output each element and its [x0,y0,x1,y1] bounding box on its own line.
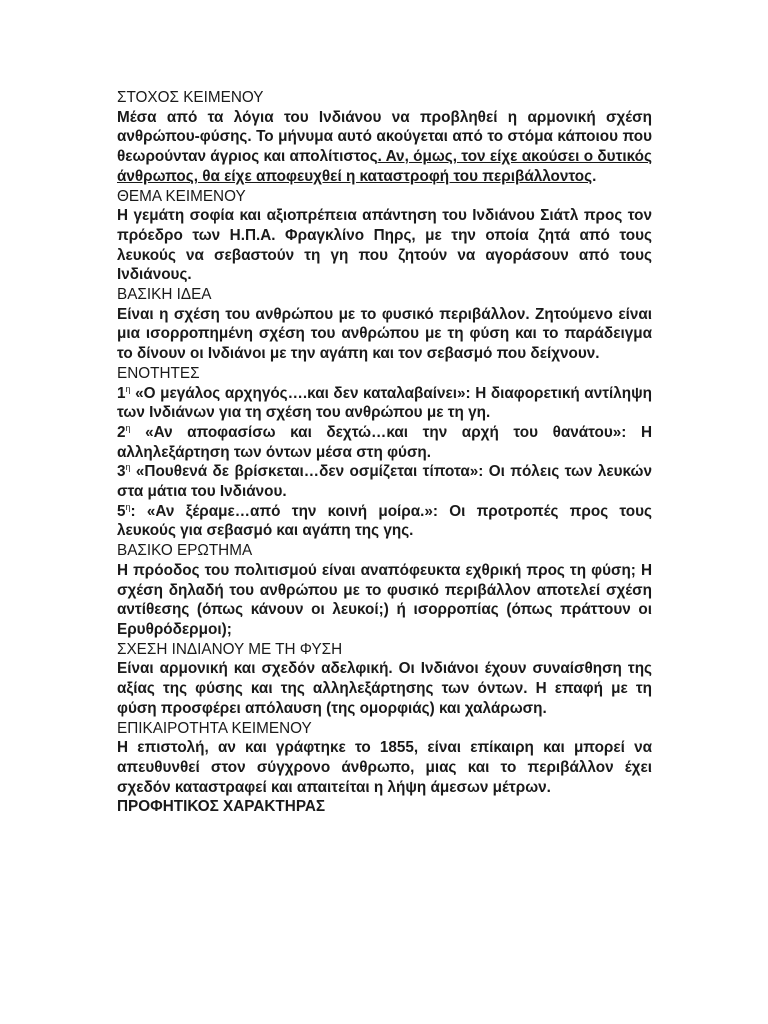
heading-epikairotita: ΕΠΙΚΑΙΡΟΤΗΤΑ ΚΕΙΜΕΝΟΥ [117,719,312,737]
heading-vasiko-erotima: ΒΑΣΙΚΟ ΕΡΩΤΗΜΑ [117,542,253,560]
enotita-item [117,423,652,462]
paragraph-sxesi-indianou: Είναι αρμονική και σχεδόν αδελφική. Οι Ινδιάνοι έχουν συναίσθηση της αξίας της φύσης και της αλληλεξάρτησης των όντων. Η επαφή με τη φύση προσφέρει απόλαυση (της ομορφιάς) και χαλάρωση. [117,660,652,717]
stoxos-end: . [592,167,597,185]
paragraph-epikairotita: Η επιστολή, αν και γράφτηκε το 1855, είναι επίκαιρη και μπορεί να απευθυνθεί στον σύγχρονο άνθρωπο, μιας και το περιβάλλον έχει σχεδόν καταστραφεί και απαιτείται η λήψη άμεσων μέτρων. [117,739,652,796]
heading-profitikos: ΠΡΟΦΗΤΙΚΟΣ ΧΑΡΑΚΤΗΡΑΣ [117,798,326,816]
enotita-ordinal: η [125,501,131,512]
paragraph-stoxos [117,108,652,187]
stoxos-text: Μέσα από τα λόγια του Ινδιάνου να προβληθεί η αρμονική σχέση ανθρώπου-φύσης. Το μήνυμα αυτό ακούγεται από το στόμα κάποιου που θεωρούνταν άγριος και απολίτιστος [117,108,652,166]
enotita-item [117,462,652,501]
enotita-item [117,384,652,423]
enotita-text: «Αν αποφασίσω και δεχτώ…και την αρχή του θανάτου»: Η αλληλεξάρτηση των όντων μέσα στη φύση. [117,423,652,461]
enotita-text: «Ο μεγάλος αρχηγός….και δεν καταλαβαίνει»: Η διαφορετική αντίληψη των Ινδιάνων για τη σχέση του ανθρώπου με τη γη. [117,384,652,422]
enotita-item [117,502,652,541]
heading-thema: ΘΕΜΑ ΚΕΙΜΕΝΟΥ [117,187,246,205]
heading-vasiki-idea: ΒΑΣΙΚΗ ΙΔΕΑ [117,286,212,304]
paragraph-thema: Η γεμάτη σοφία και αξιοπρέπεια απάντηση του Ινδιάνου Σιάτλ προς τον πρόεδρο των Η.Π.Α. Φραγκλίνο Πηρς, με την οποία ζητά από τους λευκούς να σεβαστούν τη γη που ζητούν να αγοράσουν από τους Ινδιάνους. [117,207,652,284]
enotita-ordinal: η [125,462,131,473]
stoxos-underlined-text: . Αν, όμως, τον είχε ακούσει ο δυτικός άνθρωπος, θα είχε αποφευχθεί η καταστροφή του περιβάλλοντος [117,148,652,185]
paragraph-vasiki-idea: Είναι η σχέση του ανθρώπου με το φυσικό περιβάλλον. Ζητούμενο είναι μια ισορροπημένη σχέση του ανθρώπου με τη φύση και το παράδειγμα το δίνουν οι Ινδιάνοι με την αγάπη και τον σεβασμό που δείχνουν. [117,305,652,363]
document-page [117,88,652,817]
enotita-number: 3 [117,463,126,481]
heading-sxesi-indianou: ΣΧΕΣΗ ΙΝΔΙΑΝΟΥ ΜΕ ΤΗ ΦΥΣΗ [117,640,343,658]
enotita-ordinal: η [125,422,131,433]
heading-stoxos: ΣΤΟΧΟΣ ΚΕΙΜΕΝΟΥ [117,89,264,106]
enotita-number: 5 [117,502,126,520]
enotita-text: «Πουθενά δε βρίσκεται…δεν οσμίζεται τίποτα»: Οι πόλεις των λευκών στα μάτια του Ινδιάνου. [117,463,652,501]
enotita-number: 2 [117,423,126,441]
enotita-text: : «Αν ξέραμε…από την κοινή μοίρα.»: Οι προτροπές προς τους λευκούς για σεβασμό και αγάπη της γης. [117,502,652,540]
enotita-number: 1 [117,384,126,402]
paragraph-vasiko-erotima: Η πρόοδος του πολιτισμού είναι αναπόφευκτα εχθρική προς τη φύση; Η σχέση δηλαδή του ανθρώπου με το φυσικό περιβάλλον αποτελεί σχέση αντίθεσης (όπως κάνουν οι λευκοί;) ή ισορροπίας (όπως πράττουν οι Ερυθρόδερμοι); [117,561,652,638]
enotita-ordinal: η [125,383,131,394]
heading-enotites: ΕΝΟΤΗΤΕΣ [117,364,200,382]
